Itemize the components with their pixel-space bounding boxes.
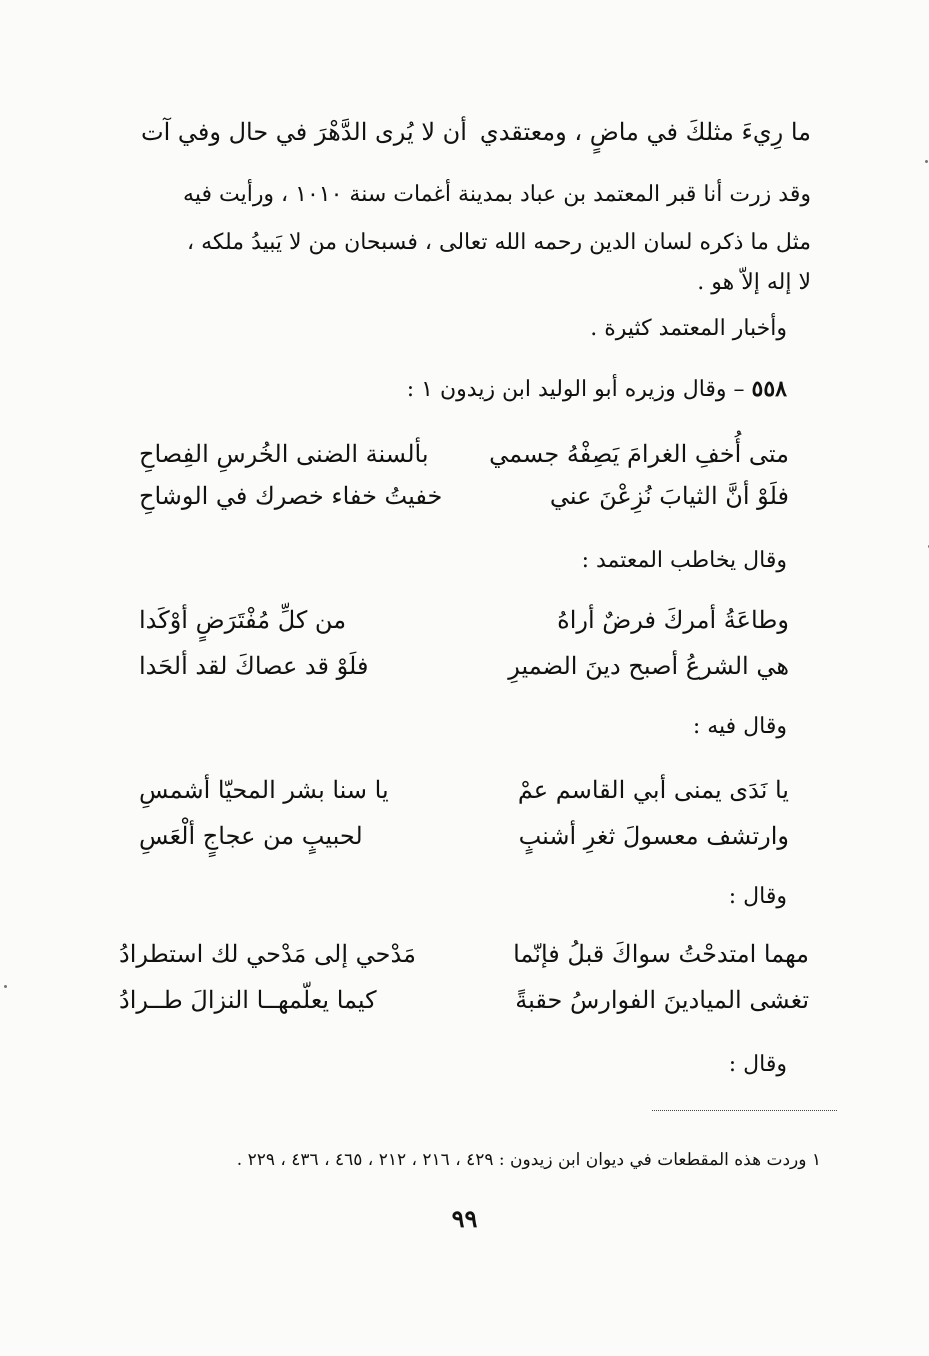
poem-intro: وقال فيه : — [692, 714, 787, 739]
verse-first-hemistich: متى أُخفِ الغرامَ يَصِفْهُ جسمي — [489, 440, 789, 468]
verse-row — [139, 606, 789, 646]
verse-row — [139, 482, 789, 522]
section-heading — [407, 374, 787, 405]
opening-verse — [141, 118, 811, 158]
verse-second-hemistich: فلَوْ قد عصاكَ لقد ألحَدا — [139, 652, 369, 680]
verse-row — [119, 986, 809, 1026]
verse-first-hemistich: ما رِيءَ مثلكَ في ماضٍ ، ومعتقدي — [479, 118, 811, 146]
verse-first-hemistich: مهما امتدحْتُ سواكَ قبلُ فإنّما — [513, 940, 809, 968]
paragraph-line: وقد زرت أنا قبر المعتمد بن عباد بمدينة أغمات سنة ١٠١٠ ، ورأيت فيه — [183, 182, 811, 207]
paragraph-line: وأخبار المعتمد كثيرة . — [590, 316, 787, 341]
verse-first-hemistich: تغشى الميادينَ الفوارسُ حقبةً — [515, 986, 809, 1014]
verse-row — [139, 440, 789, 480]
verse-row — [139, 776, 789, 816]
verse-first-hemistich: وطاعَةُ أمركَ فرضٌ أراهُ — [557, 606, 789, 634]
verse-second-hemistich: أن لا يُرى الدَّهْرَ في حال وفي آت — [141, 118, 467, 146]
verse-second-hemistich: بألسنة الضنى الخُرسِ الفِصاحِ — [139, 440, 429, 468]
verse-first-hemistich: فلَوْ أنَّ الثيابَ نُزِعْنَ عني — [549, 482, 789, 510]
verse-first-hemistich: هي الشرعُ أصبح دينَ الضميرِ — [508, 652, 789, 680]
verse-second-hemistich: مَدْحي إلى مَدْحي لك استطرادُ — [119, 940, 416, 968]
paper-speck — [4, 985, 7, 988]
verse-row — [139, 652, 789, 692]
verse-second-hemistich: كيما يعلّمهــا النزالَ طــرادُ — [119, 986, 377, 1014]
footnote: ١ وردت هذه المقطعات في ديوان ابن زيدون : ٤٢٩ ، ٢١٦ ، ٢١٢ ، ٤٦٥ ، ٤٣٦ ، ٢٢٩ . — [236, 1150, 821, 1170]
verse-row — [139, 822, 789, 862]
verse-row — [119, 940, 809, 980]
poem-intro: وقال : — [728, 1052, 787, 1077]
paragraph-line: مثل ما ذكره لسان الدين رحمه الله تعالى ، فسبحان من لا يَبيدُ ملكه ، — [186, 230, 811, 255]
section-number: ٥٥٨ — [751, 376, 787, 402]
section-heading-text: – وقال وزيره أبو الوليد ابن زيدون ١ : — [406, 377, 745, 402]
poem-intro: وقال : — [728, 884, 787, 909]
poem-intro: وقال يخاطب المعتمد : — [581, 548, 787, 573]
paper-speck — [925, 160, 928, 163]
verse-second-hemistich: يا سنا بشر المحيّا أشمسِ — [139, 776, 389, 804]
footnote-divider — [652, 1110, 837, 1111]
page-number: ٩٩ — [451, 1204, 478, 1233]
verse-second-hemistich: لحبيبٍ من عجاجٍ ألْعَسِ — [139, 822, 363, 850]
verse-second-hemistich: من كلِّ مُفْتَرَضٍ أوْكَدا — [139, 606, 347, 634]
paragraph-line: لا إله إلاّ هو . — [697, 270, 811, 295]
verse-first-hemistich: وارتشف معسولَ ثغرِ أشنبٍ — [518, 822, 789, 850]
verse-second-hemistich: خفيتُ خفاء خصرك في الوشاحِ — [139, 482, 443, 510]
verse-first-hemistich: يا نَدَى يمنى أبي القاسم عمْ — [517, 776, 789, 804]
